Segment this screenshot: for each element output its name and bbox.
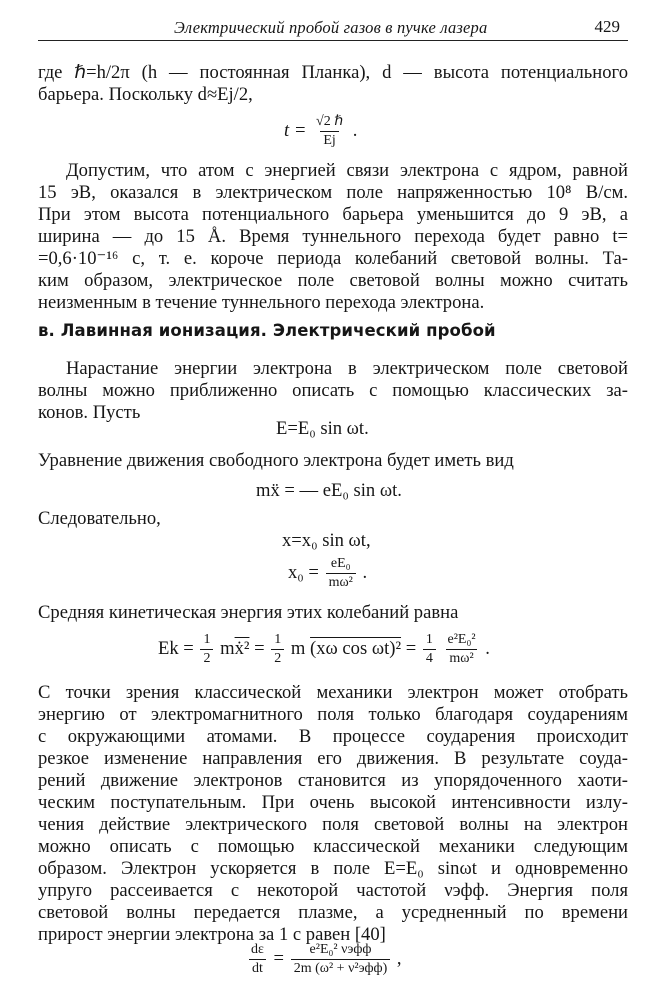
running-title: Электрический пробой газов в пучке лазера (174, 18, 488, 37)
text-line: ширина — до 15 Å. Время туннельного перехода будет равно t= (38, 226, 628, 247)
equation-tunnel-time: t = $\frac{\text{√2 ℏ}}{Ej}$ . (284, 114, 358, 148)
text-line: =0,6·10⁻¹⁶ с, т. е. короче периода колебаний световой волны. Та- (38, 248, 628, 269)
text-line: чения действие электрического поля световой волны на электрон (38, 814, 628, 835)
text-line: ческим поступательным. При очень высокой интенсивности излу- (38, 792, 628, 813)
equation-kinetic-energy: Ek = $\frac{1}{2}$ mẋ² = $\frac{1}{2}$ m (xω cos ωt)² = $\frac{1}{4}$ $\frac{\text{e²E₀²}}{\text{mω²}}$ . (158, 632, 490, 666)
text-line: Средняя кинетическая энергия этих колебаний равна (38, 602, 459, 623)
text-line: неизменным в течение туннельного перехода электрона. (38, 292, 485, 313)
text-line: Следовательно, (38, 508, 161, 529)
text-line: можно описать с помощью классической механики следующим (38, 836, 628, 857)
text-line: рений движение электронов становится из упорядоченного хаоти- (38, 770, 628, 791)
section-heading: в. Лавинная ионизация. Электрический пробой (38, 321, 496, 340)
eq-fraction: $\frac{\text{eE₀}}{\text{mω²}}$ (326, 556, 356, 591)
text-line: резкое изменение направления его движения. В результате соуда- (38, 748, 628, 769)
running-head (38, 12, 628, 41)
text-line: При этом высота потенциального барьера уменьшится до 9 эВ, а (38, 204, 628, 225)
eq-lhs: t = (284, 119, 307, 141)
text-line: упруго рассеивается с некоторой частотой νэфф. Энергия поля (38, 880, 628, 901)
text-line: прирост энергии электрона за 1 с равен [40] (38, 924, 386, 945)
text-line: Нарастание энергии электрона в электрическом поле световой (66, 358, 628, 379)
text-line: энергию от электромагнитного поля только благодаря соударениям (38, 704, 628, 725)
text-line: Допустим, что атом с энергией связи электрона с ядром, равной (66, 160, 628, 181)
text-line: где ℏ=h/2π (h — постоянная Планка), d — высота потенциального (38, 62, 628, 83)
text-line: световой волны передается плазме, а усредненный по времени (38, 902, 628, 923)
equation-motion: mẍ = — eE₀ sin ωt. (256, 480, 402, 501)
text-line: с окружающими атомами. В процессе соударения происходит (38, 726, 628, 747)
text-line: волны можно приближенно описать с помощью классических за- (38, 380, 628, 401)
text-line: 15 эВ, оказался в электрическом поле напряженностью 10⁸ В/см. (38, 182, 628, 203)
text-line: Уравнение движения свободного электрона будет иметь вид (38, 450, 514, 471)
text-line: ким образом, электрическое поле световой волны можно считать (38, 270, 628, 291)
text-line: С точки зрения классической механики электрон может отобрать (38, 682, 628, 703)
equation-energy-gain: $\frac{d\varepsilon}{dt}$ = $\frac{\text{e²E₀² νэфф}}{\text{2m (ω² + ν²эфф)}}$ , (251, 942, 402, 976)
text-line: барьера. Поскольку d≈Ej/2, (38, 84, 253, 105)
page-number: 429 (594, 17, 620, 36)
equation-amplitude: x₀ = $\frac{\text{eE₀}}{\text{mω²}}$ . (288, 556, 368, 590)
text-line: образом. Электрон ускоряется в поле E=E₀ sinωt и одновременно (38, 858, 628, 879)
text-line: конов. Пусть (38, 402, 141, 423)
equation-displacement: x=x₀ sin ωt, (282, 530, 371, 551)
eq-fraction: $\frac{\text{√2 ℏ}}{Ej}$ (316, 114, 344, 148)
equation-field: E=E₀ sin ωt. (276, 418, 369, 439)
